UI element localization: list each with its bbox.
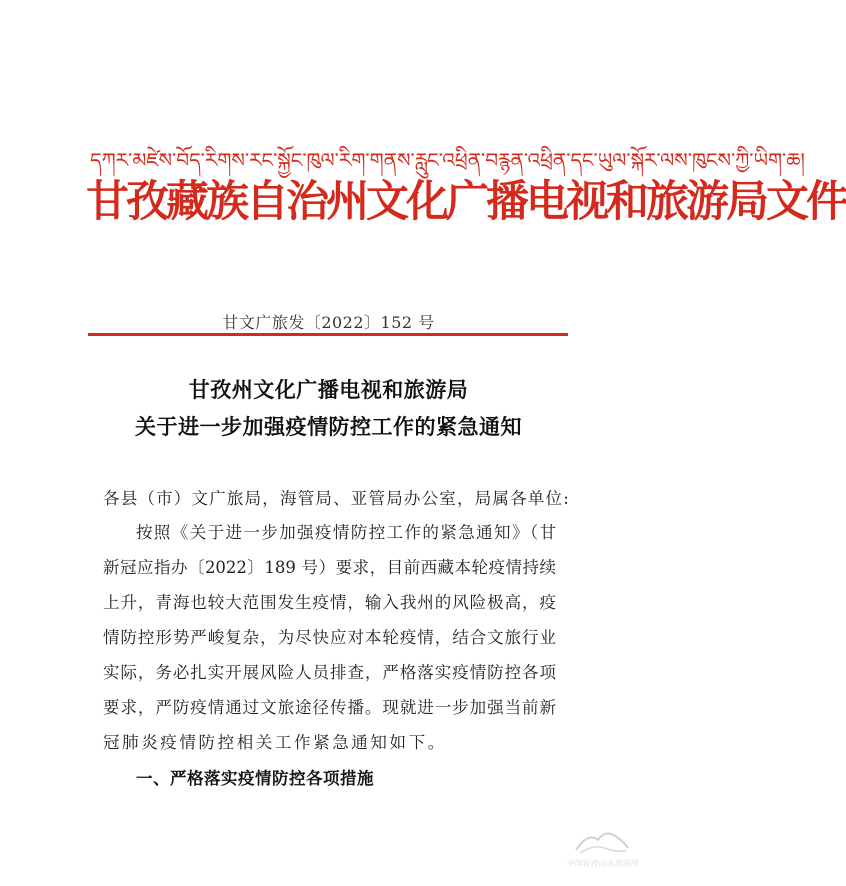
body-line: 要求，严防疫情通过文旅途径传播。现就进一步加强当前新 — [103, 698, 556, 717]
body-line: 实际，务必扎实开展风险人员排查，严格落实疫情防控各项 — [103, 663, 556, 682]
salutation: 各县（市）文广旅局，海管局、亚管局办公室，局属各单位: — [103, 489, 570, 508]
body-line: 冠肺炎疫情防控相关工作紧急通知如下。 — [103, 733, 447, 752]
section-heading: 一、严格落实疫情防控各项措施 — [136, 769, 374, 788]
issuing-authority-title: 甘孜藏族自治州文化广播电视和旅游局文件 — [86, 177, 846, 227]
body-line: 情防控形势严峻复杂，为尽快应对本轮疫情，结合文旅行业 — [103, 628, 556, 647]
notice-title-line-1: 甘孜州文化广播电视和旅游局 — [188, 378, 469, 402]
tibetan-header-line: དཀར་མཛེས་བོད་རིགས་རང་སྐྱོང་ཁུལ་རིག་གནས་རླུང་འཕྲིན་བརྙན་འཕྲིན་དང་ཡུལ་སྐོར་ལས་ཁུངས་ཀྱི་ཡིག་ཆ། — [90, 148, 805, 172]
watermark-text: 中国甘孜山水旅游网 — [566, 859, 638, 868]
notice-title-line-2: 关于进一步加强疫情防控工作的紧急通知 — [135, 415, 522, 439]
red-divider-line — [88, 333, 568, 336]
watermark-logo — [556, 826, 648, 876]
body-line: 按照《关于进一步加强疫情防控工作的紧急通知》（甘 — [136, 523, 556, 542]
body-line: 新冠应指办〔2022〕189 号）要求，目前西藏本轮疫情持续 — [103, 558, 556, 577]
body-line: 上升，青海也较大范围发生疫情，输入我州的风险极高，疫 — [103, 593, 556, 612]
mountain-icon — [574, 826, 630, 856]
document-number: 甘文广旅发〔2022〕152 号 — [222, 313, 435, 332]
